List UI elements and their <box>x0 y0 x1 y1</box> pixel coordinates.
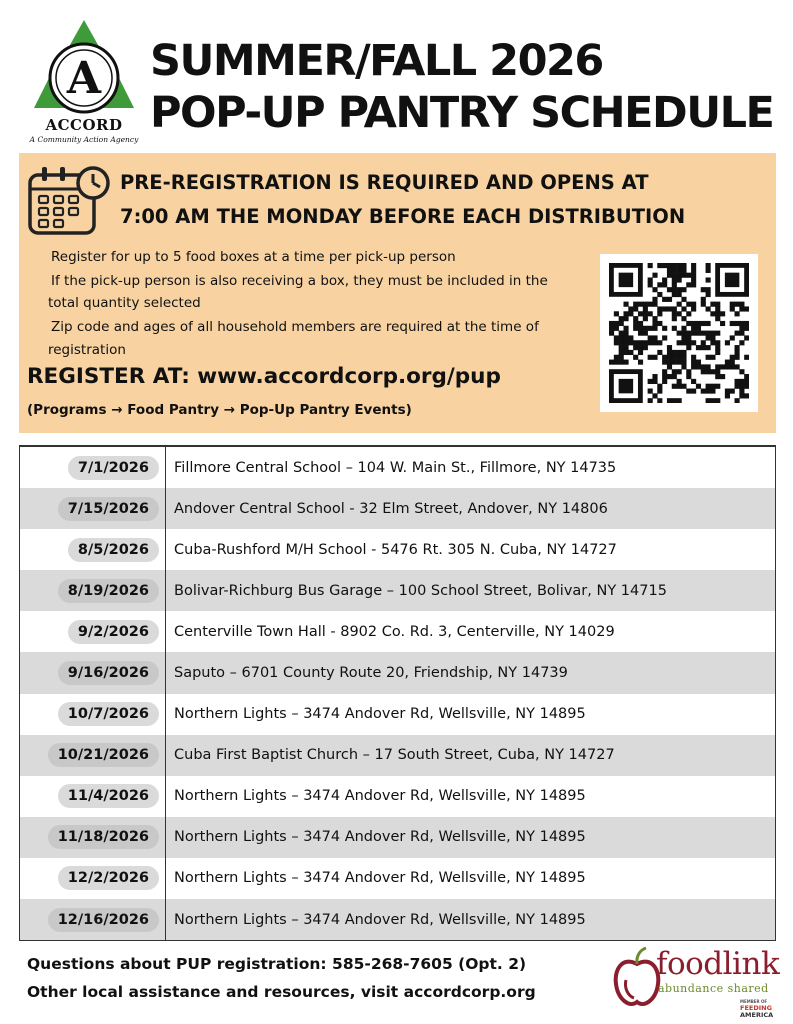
qr-code-icon <box>609 263 749 403</box>
accord-logo-icon <box>28 18 140 118</box>
distribution-date: 11/4/2026 <box>58 784 159 808</box>
distribution-date: 8/5/2026 <box>68 538 159 562</box>
notice-line-2: 7:00 AM THE MONDAY BEFORE EACH DISTRIBUTION <box>120 205 686 228</box>
date-cell <box>20 652 166 693</box>
schedule-row <box>20 858 775 899</box>
info-bullet-continued: registration <box>48 342 126 358</box>
qr-code[interactable] <box>600 254 758 412</box>
distribution-location: Fillmore Central School – 104 W. Main St., Fillmore, NY 14735 <box>174 459 617 476</box>
notice-line-1: PRE-REGISTRATION IS REQUIRED AND OPENS AT <box>120 171 649 194</box>
logo-tagline: A Community Action Agency <box>29 135 139 144</box>
date-cell <box>20 899 166 940</box>
distribution-location: Northern Lights – 3474 Andover Rd, Wellsville, NY 14895 <box>174 706 586 723</box>
register-url[interactable]: REGISTER AT: www.accordcorp.org/pup <box>27 364 501 389</box>
distribution-location: Cuba First Baptist Church – 17 South Street, Cuba, NY 14727 <box>174 747 615 764</box>
info-bullet-continued: total quantity selected <box>48 295 201 311</box>
schedule-row <box>20 776 775 817</box>
date-cell <box>20 776 166 817</box>
feeding-america-member: MEMBER OF <box>740 999 768 1004</box>
date-cell <box>20 817 166 858</box>
distribution-date: 7/15/2026 <box>58 497 159 521</box>
date-cell <box>20 611 166 652</box>
logo-letter: A <box>66 53 102 104</box>
schedule-table <box>19 445 776 941</box>
accord-logo <box>28 18 140 146</box>
schedule-row <box>20 899 775 940</box>
distribution-location: Andover Central School - 32 Elm Street, Andover, NY 14806 <box>174 500 608 517</box>
navigation-path: (Programs → Food Pantry → Pop-Up Pantry Events) <box>27 402 412 418</box>
distribution-location: Saputo – 6701 County Route 20, Friendship, NY 14739 <box>174 665 568 682</box>
apple-icon <box>612 944 662 1014</box>
schedule-row <box>20 611 775 652</box>
date-cell <box>20 488 166 529</box>
schedule-row <box>20 817 775 858</box>
distribution-date: 10/21/2026 <box>48 743 159 767</box>
schedule-row <box>20 694 775 735</box>
distribution-date: 10/7/2026 <box>58 702 159 726</box>
feeding-america-badge <box>740 998 773 1019</box>
calendar-clock-icon <box>27 163 111 239</box>
info-bullet: Zip code and ages of all household members are required at the time of <box>51 319 539 335</box>
info-bullet: If the pick-up person is also receiving a box, they must be included in the <box>51 273 548 289</box>
distribution-location: Northern Lights – 3474 Andover Rd, Wellsville, NY 14895 <box>174 911 586 928</box>
distribution-date: 7/1/2026 <box>68 456 159 480</box>
feeding-america-word2: AMERICA <box>740 1011 774 1019</box>
schedule-row <box>20 652 775 693</box>
date-cell <box>20 447 166 488</box>
logo-word: ACCORD <box>45 116 123 134</box>
date-cell <box>20 858 166 899</box>
distribution-date: 12/2/2026 <box>58 866 159 890</box>
distribution-date: 11/18/2026 <box>48 825 159 849</box>
distribution-date: 9/16/2026 <box>58 661 159 685</box>
resources-line: Other local assistance and resources, visit accordcorp.org <box>27 983 536 1001</box>
distribution-date: 9/2/2026 <box>68 620 159 644</box>
schedule-row <box>20 529 775 570</box>
distribution-location: Northern Lights – 3474 Andover Rd, Wellsville, NY 14895 <box>174 788 586 805</box>
date-cell <box>20 529 166 570</box>
date-cell <box>20 570 166 611</box>
schedule-row <box>20 570 775 611</box>
info-bullet: Register for up to 5 food boxes at a time per pick-up person <box>51 249 456 265</box>
distribution-location: Northern Lights – 3474 Andover Rd, Wellsville, NY 14895 <box>174 829 586 846</box>
date-cell <box>20 694 166 735</box>
distribution-location: Northern Lights – 3474 Andover Rd, Wellsville, NY 14895 <box>174 870 586 887</box>
distribution-location: Cuba-Rushford M/H School - 5476 Rt. 305 N. Cuba, NY 14727 <box>174 541 617 558</box>
date-cell <box>20 735 166 776</box>
registration-info-panel <box>19 153 776 433</box>
page-title-line1: SUMMER/FALL 2026 <box>150 36 603 86</box>
page-title-line2: POP-UP PANTRY SCHEDULE <box>150 88 774 138</box>
foodlink-logo <box>612 942 780 1018</box>
foodlink-wordmark: foodlink <box>656 946 780 982</box>
distribution-date: 12/16/2026 <box>48 908 159 932</box>
distribution-location: Centerville Town Hall - 8902 Co. Rd. 3, Centerville, NY 14029 <box>174 623 615 640</box>
feeding-america-word1: FEEDING <box>740 1004 772 1012</box>
distribution-date: 8/19/2026 <box>58 579 159 603</box>
foodlink-tagline: abundance shared <box>658 982 769 995</box>
distribution-location: Bolivar-Richburg Bus Garage – 100 School Street, Bolivar, NY 14715 <box>174 582 667 599</box>
registration-phone-line: Questions about PUP registration: 585-268-7605 (Opt. 2) <box>27 955 527 973</box>
schedule-row <box>20 735 775 776</box>
schedule-row <box>20 488 775 529</box>
schedule-row <box>20 447 775 488</box>
